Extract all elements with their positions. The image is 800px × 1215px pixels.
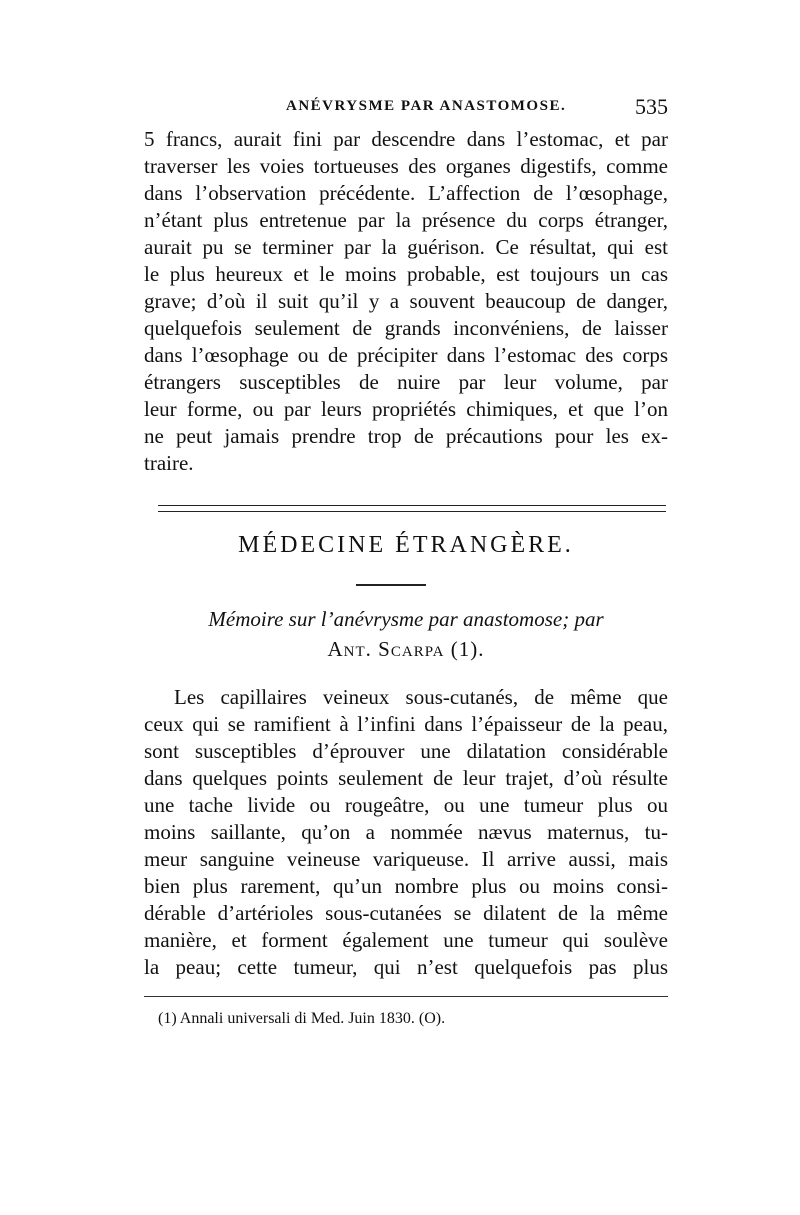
running-title: ANÉVRYSME PAR ANASTOMOSE. [286,98,567,114]
text-line: dans l’observation précédente. L’affection de l’œsophage, [144,181,668,205]
text-line: grave; d’où il suit qu’il y a souvent beaucoup de danger, [144,289,668,313]
text-line: quelquefois seulement de grands inconvéniens, de laisser [144,316,668,340]
article-title-line: Mémoire sur l’anévrysme par anastomose; par [208,607,604,631]
footnote: (1) Annali universali di Med. Juin 1830. (O). [158,1010,446,1027]
text-line: dans quelques points seulement de leur trajet, d’où résulte [144,766,668,790]
footnote-rule [144,996,668,997]
text-line: ceux qui se ramifient à l’infini dans l’épaisseur de la peau, [144,712,668,736]
text-line: traire. [144,451,194,475]
page-number: 535 [635,94,668,119]
article-title [144,604,668,664]
running-head [144,94,668,122]
article-author: Ant. Scarpa (1). [327,637,485,661]
text-line: étrangers susceptibles de nuire par leur volume, par [144,370,668,394]
paragraph-body [144,684,668,981]
text-line: meur sanguine veineuse variqueuse. Il arrive aussi, mais [144,847,668,871]
text-line: aurait pu se terminer par la guérison. Ce résultat, qui est [144,235,668,259]
text-line: Les capillaires veineux sous-cutanés, de même que [174,685,668,709]
section-title: MÉDECINE ÉTRANGÈRE. [238,532,574,558]
text-line: sont susceptibles d’éprouver une dilatation considérable [144,739,668,763]
text-line: 5 francs, aurait fini par descendre dans l’estomac, et par [144,127,668,151]
text-line: dans l’œsophage ou de précipiter dans l’estomac des corps [144,343,668,367]
text-line: le plus heureux et le moins probable, est toujours un cas [144,262,668,286]
section-divider-double-rule [158,505,666,512]
text-line: moins saillante, qu’on a nommée nævus maternus, tu- [144,820,668,844]
text-line: une tache livide ou rougeâtre, ou une tumeur plus ou [144,793,668,817]
paragraph-continued [144,126,668,477]
text-line: traverser les voies tortueuses des organes digestifs, comme [144,154,668,178]
text-line: ne peut jamais prendre trop de précautions pour les ex- [144,424,668,448]
text-line: bien plus rarement, qu’un nombre plus ou moins consi- [144,874,668,898]
text-line: dérable d’artérioles sous-cutanées se dilatent de la même [144,901,668,925]
text-line: leur forme, ou par leurs propriétés chimiques, et que l’on [144,397,668,421]
text-line: manière, et forment également une tumeur qui soulève [144,928,668,952]
text-line: n’étant plus entretenue par la présence du corps étranger, [144,208,668,232]
text-line: la peau; cette tumeur, qui n’est quelquefois pas plus [144,955,668,979]
title-ornament-rule [356,584,426,586]
